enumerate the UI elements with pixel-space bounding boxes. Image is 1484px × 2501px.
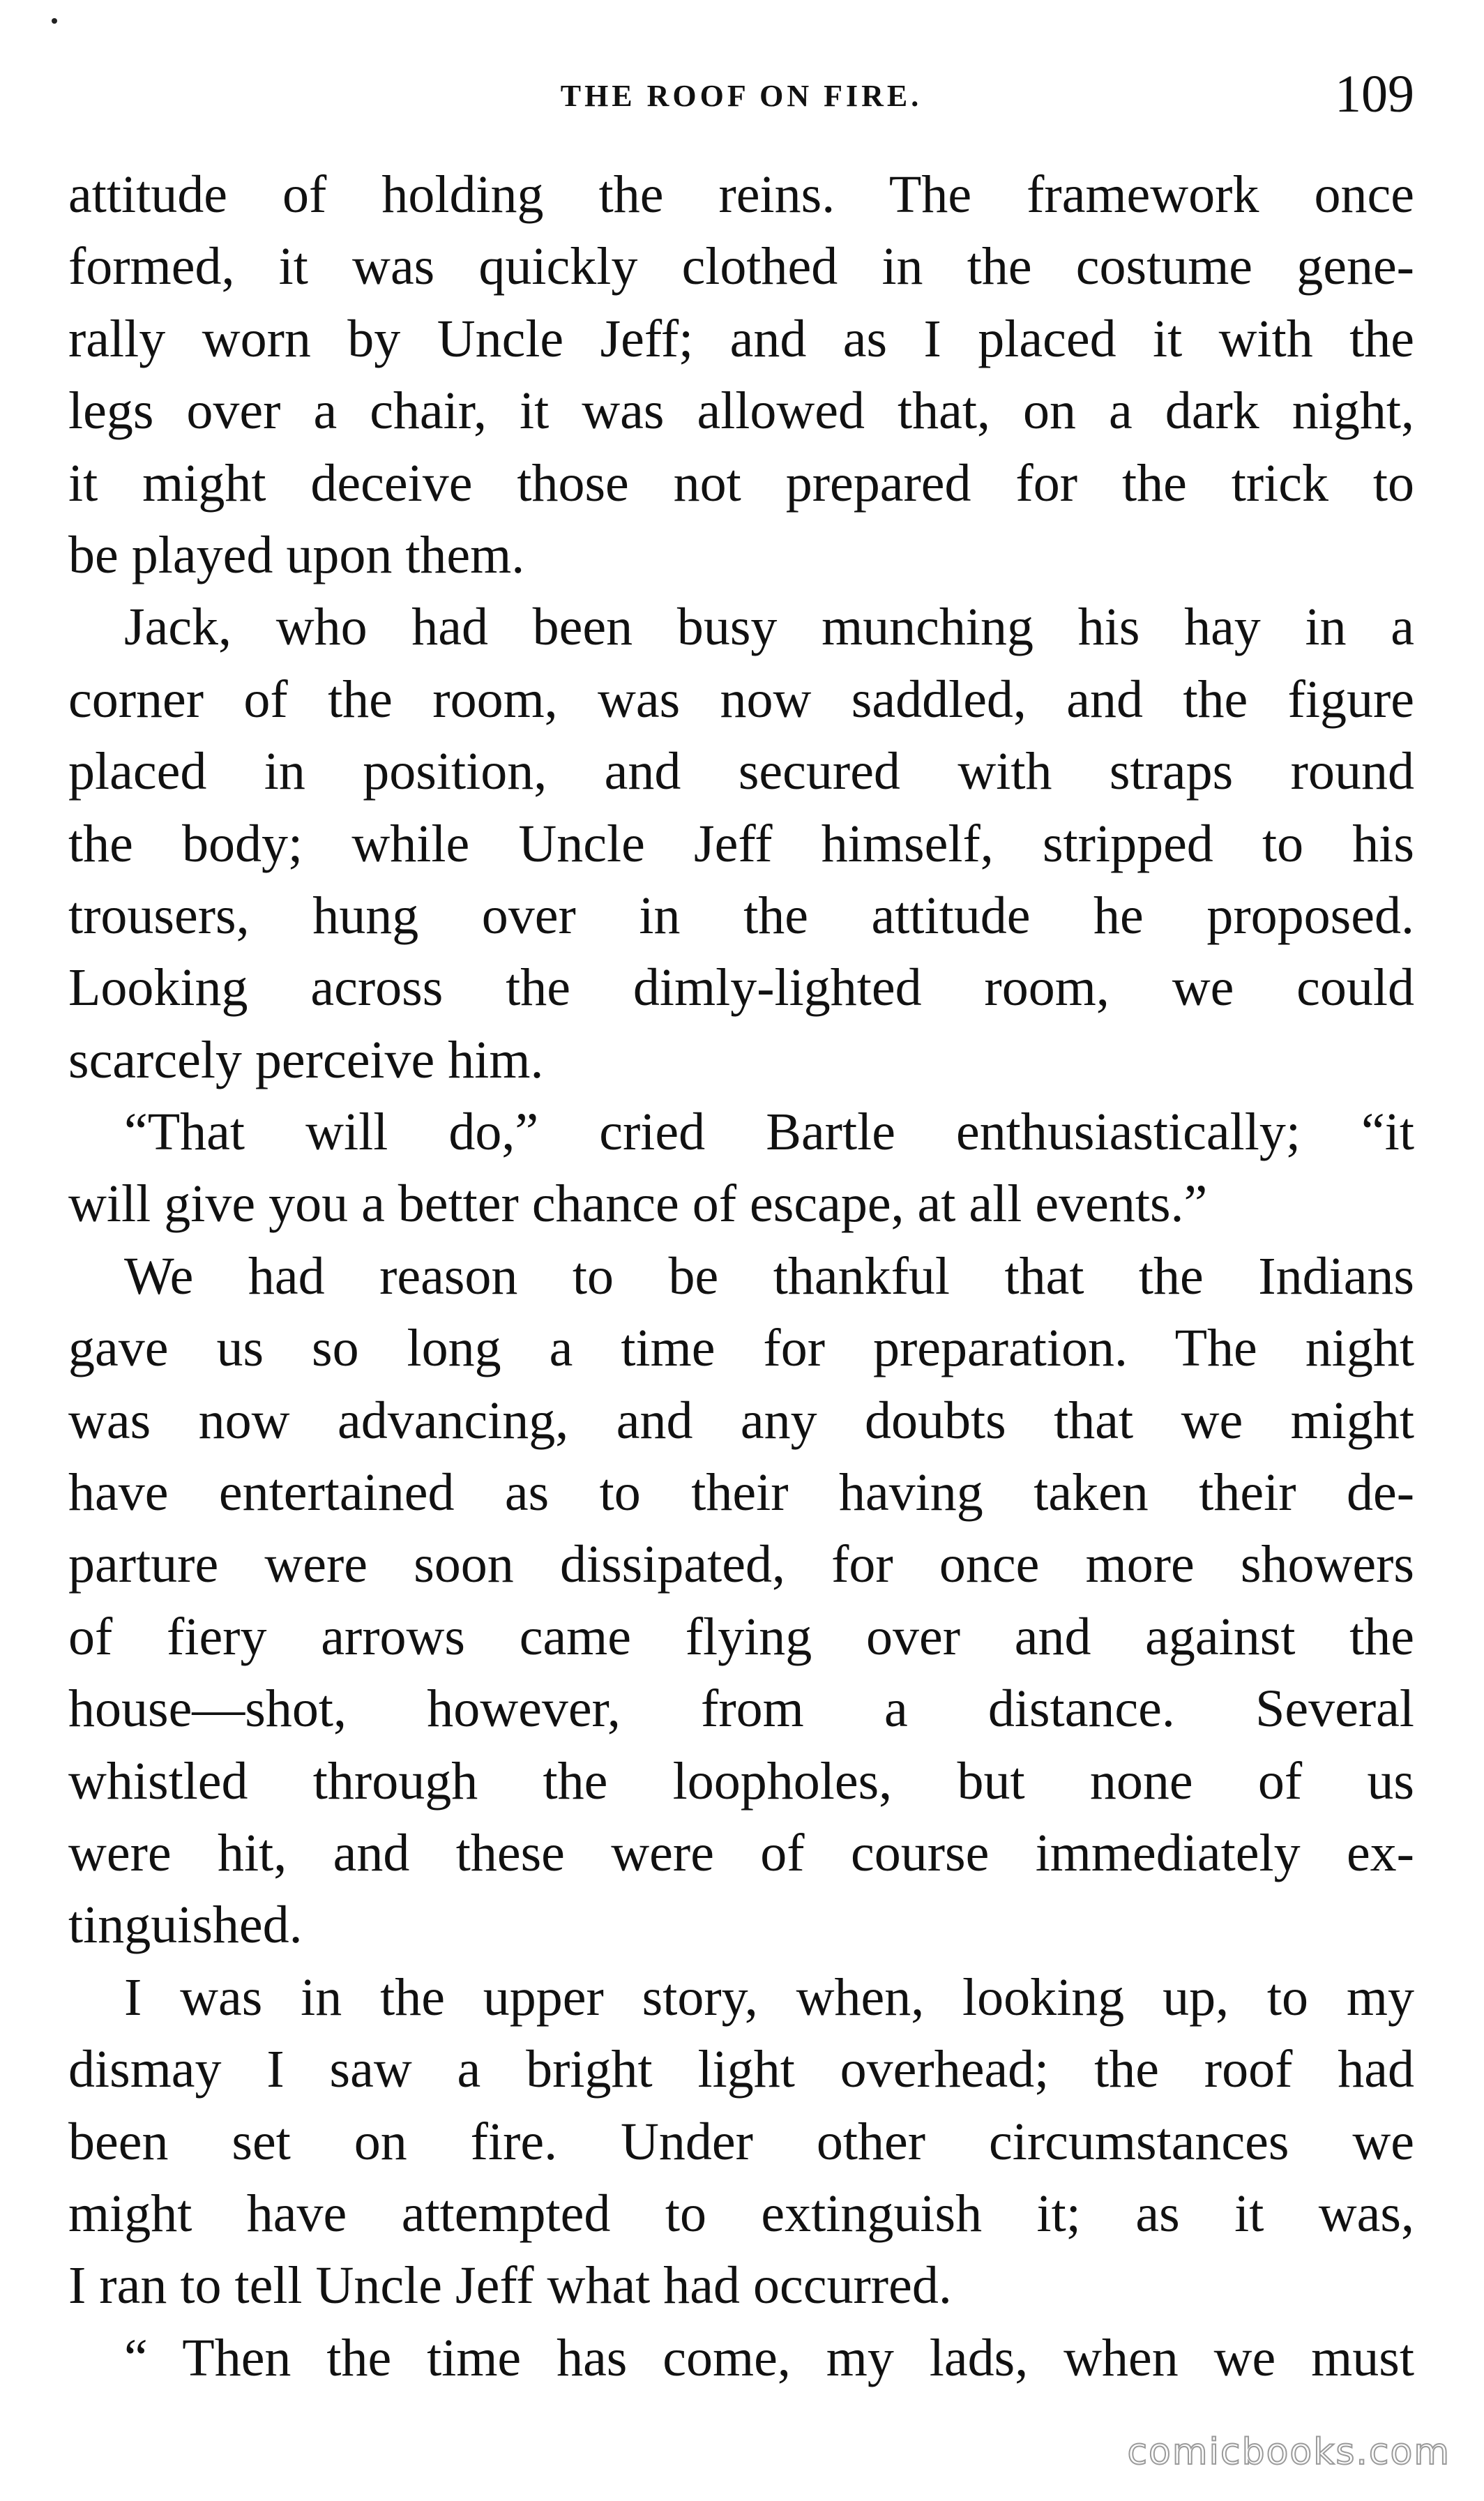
- ink-speck: [52, 18, 57, 24]
- text-line: have entertained as to their having taken their de-: [68, 1463, 1414, 1522]
- text-line: whistled through the loopholes, but none of us: [68, 1751, 1414, 1811]
- text-line: it might deceive those not prepared for the trick to: [68, 453, 1414, 513]
- text-line: will give you a better chance of escape, at all events.”: [68, 1174, 1208, 1234]
- text-line: formed, it was quickly clothed in the costume gene-: [68, 237, 1414, 296]
- text-line: scarcely perceive him.: [68, 1030, 544, 1089]
- text-line: corner of the room, was now saddled, and the figure: [68, 670, 1414, 729]
- text-line: rally worn by Uncle Jeff; and as I placed it with the: [68, 309, 1414, 368]
- text-line: I was in the upper story, when, looking up, to my: [124, 1967, 1414, 2027]
- text-line: house—shot, however, from a distance. Several: [68, 1679, 1414, 1739]
- text-line: Looking across the dimly-lighted room, we could: [68, 958, 1414, 1018]
- text-line: I ran to tell Uncle Jeff what had occurred.: [68, 2256, 952, 2315]
- text-line: be played upon them.: [68, 525, 525, 584]
- watermark: comicbooks.com: [1127, 2431, 1451, 2473]
- text-line: parture were soon dissipated, for once more showers: [68, 1535, 1414, 1594]
- running-title: THE ROOF ON FIRE.: [560, 79, 923, 113]
- text-line: the body; while Uncle Jeff himself, stripped to his: [68, 814, 1414, 873]
- text-line: dismay I saw a bright light overhead; the roof had: [68, 2040, 1414, 2099]
- text-line: “ Then the time has come, my lads, when we must: [124, 2328, 1414, 2387]
- text-line: gave us so long a time for preparation. The night: [68, 1319, 1414, 1378]
- text-line: was now advancing, and any doubts that we might: [68, 1391, 1414, 1450]
- running-head: [68, 64, 1414, 141]
- text-line: placed in position, and secured with straps round: [68, 742, 1414, 801]
- text-line: were hit, and these were of course immediately ex-: [68, 1823, 1414, 1882]
- text-line: might have attempted to extinguish it; as it was,: [68, 2184, 1414, 2243]
- text-line: tinguished.: [68, 1896, 303, 1955]
- text-line: of fiery arrows came flying over and against the: [68, 1607, 1414, 1666]
- text-line: “That will do,” cried Bartle enthusiastically; “it: [124, 1103, 1414, 1162]
- text-line: Jack, who had been busy munching his hay in a: [124, 598, 1414, 657]
- text-line: trousers, hung over in the attitude he proposed.: [68, 886, 1414, 945]
- text-line: We had reason to be thankful that the Indians: [124, 1246, 1414, 1306]
- text-line: legs over a chair, it was allowed that, on a dark night,: [68, 381, 1414, 441]
- text-line: attitude of holding the reins. The framework once: [68, 165, 1414, 224]
- text-line: been set on fire. Under other circumstances we: [68, 2112, 1414, 2171]
- body-text: [68, 159, 1414, 2394]
- page-number: 109: [1335, 65, 1414, 123]
